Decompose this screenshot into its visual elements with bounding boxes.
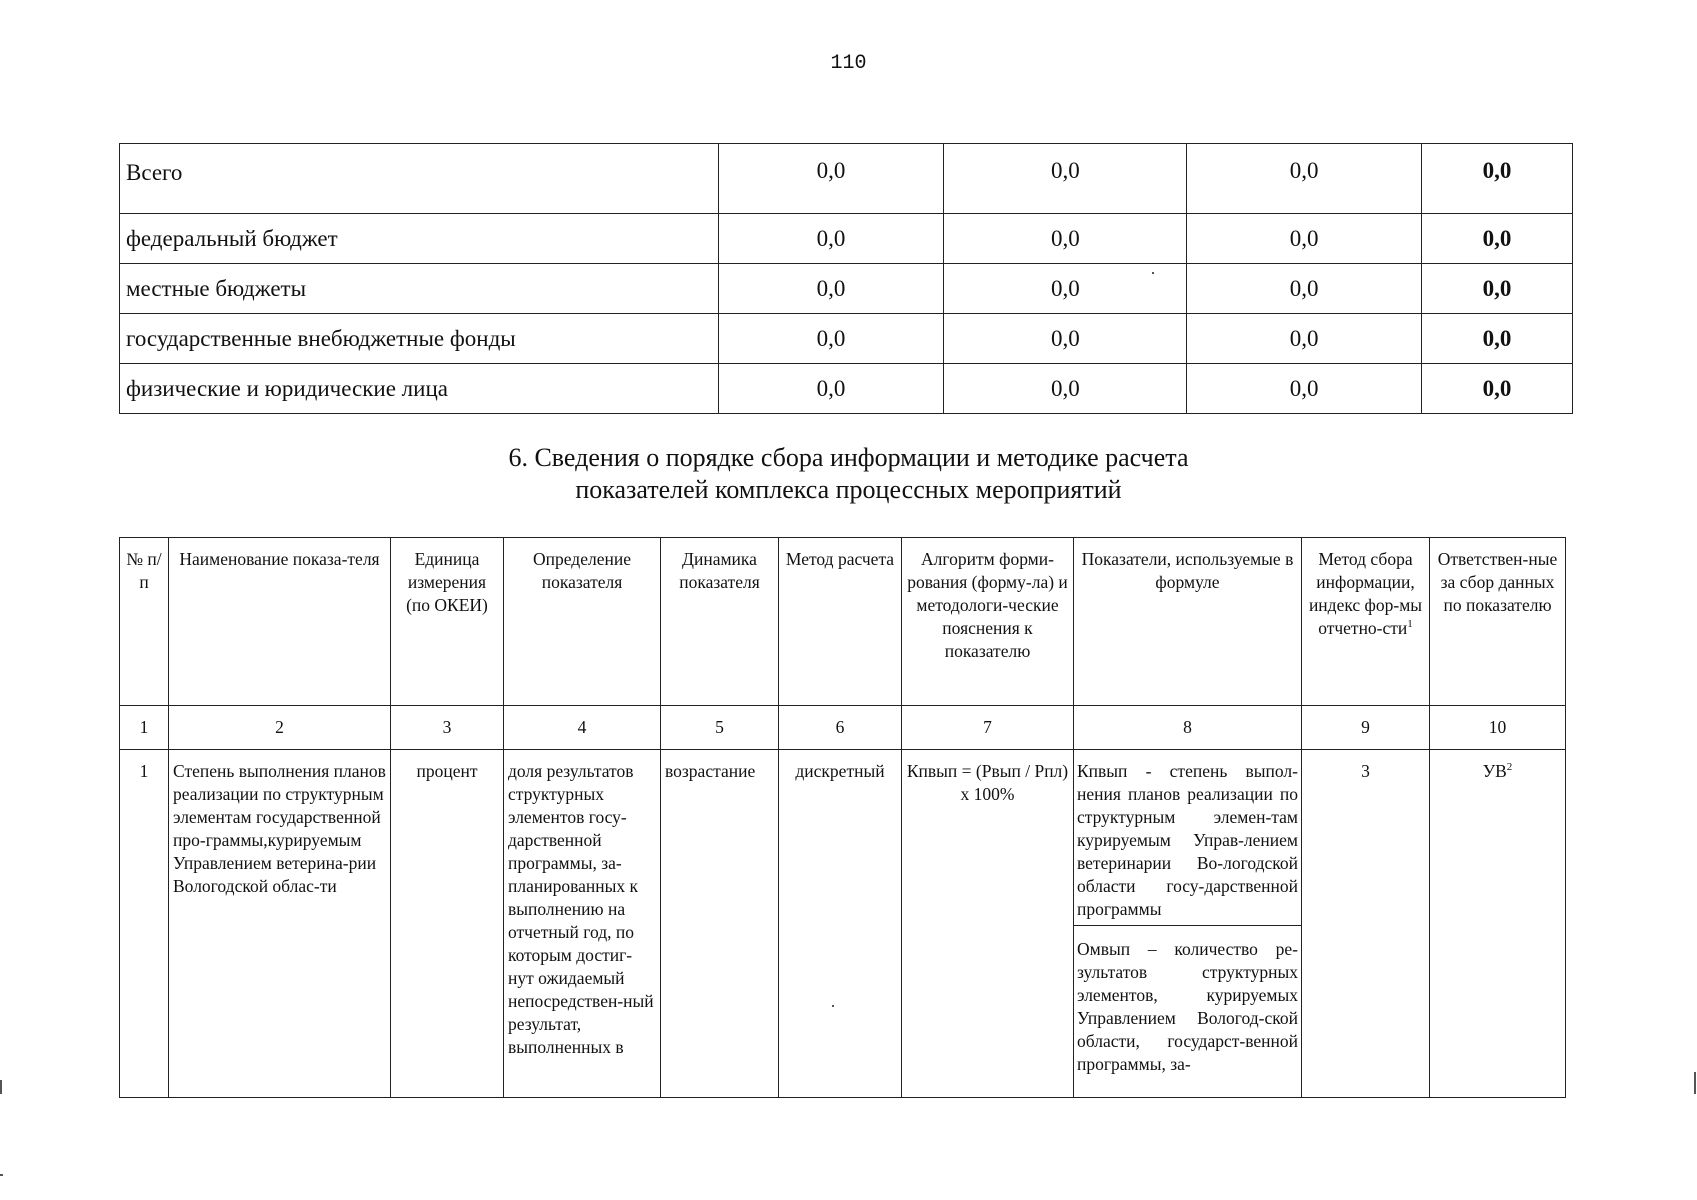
indicator-name: Степень выполнения планов реализации по структурным элементам государственной про-граммы,курируемым Управлением ветерина-рии Вологодской облас-ти <box>169 750 391 1098</box>
indicator-method: дискретный <box>779 750 902 1098</box>
cell-value: 0,0 <box>1187 214 1422 264</box>
section-title-line2: показателей комплекса процессных мероприятий <box>575 475 1122 504</box>
row-label: местные бюджеты <box>120 264 719 314</box>
header-method: Метод расчета <box>779 538 902 706</box>
scan-mark <box>1152 272 1154 274</box>
component-item: Кпвып - степень выпол-нения планов реализации по структурным элемен-там курируемым Управ-лением ветеринарии Во-логодской области госу-дарственной программы <box>1074 760 1301 926</box>
cell-value: 0,0 <box>944 214 1187 264</box>
cell-value-total: 0,0 <box>1422 214 1573 264</box>
indicator-components <box>1074 750 1302 1098</box>
row-label: федеральный бюджет <box>120 214 719 264</box>
header-responsible: Ответствен-ные за сбор данных по показателю <box>1430 538 1566 706</box>
row-label: государственные внебюджетные фонды <box>120 314 719 364</box>
header-components: Показатели, используемые в формуле <box>1074 538 1302 706</box>
table-row <box>120 264 1573 314</box>
cell-value-total: 0,0 <box>1422 314 1573 364</box>
cell-value: 0,0 <box>718 264 944 314</box>
cell-value: 0,0 <box>718 314 944 364</box>
responsible-text: УВ <box>1482 761 1507 781</box>
indicator-algorithm: Кпвып = (Рвып / Рпл) х 100% <box>902 750 1074 1098</box>
column-number: 7 <box>902 706 1074 750</box>
column-number: 8 <box>1074 706 1302 750</box>
footnote-mark: 1 <box>1407 618 1413 631</box>
table-row <box>120 144 1573 214</box>
row-num: 1 <box>120 750 169 1098</box>
column-number: 6 <box>779 706 902 750</box>
indicator-table <box>119 537 1566 1098</box>
footnote-mark: 2 <box>1506 761 1513 774</box>
column-number: 3 <box>391 706 504 750</box>
page-number: 110 <box>830 52 867 75</box>
column-number: 1 <box>120 706 169 750</box>
cell-value: 0,0 <box>944 364 1187 414</box>
header-algorithm: Алгоритм форми-рования (форму-ла) и методологи-ческие пояснения к показателю <box>902 538 1074 706</box>
cell-value: 0,0 <box>1187 144 1422 214</box>
indicator-responsible <box>1430 750 1566 1098</box>
cell-value: 0,0 <box>718 364 944 414</box>
column-number: 4 <box>504 706 661 750</box>
column-number-row <box>120 706 1566 750</box>
table-row <box>120 364 1573 414</box>
cell-value: 0,0 <box>718 144 944 214</box>
column-number: 10 <box>1430 706 1566 750</box>
cell-value-total: 0,0 <box>1422 144 1573 214</box>
column-number: 2 <box>169 706 391 750</box>
component-item: Омвып – количество ре-зультатов структурных элементов, курируемых Управлением Вологод-ской области, государст-венной программы, за- <box>1077 939 1298 1074</box>
scan-mark <box>1694 1072 1696 1094</box>
scan-mark <box>832 1005 834 1007</box>
scan-mark <box>0 1174 3 1176</box>
indicator-unit: процент <box>391 750 504 1098</box>
table-row <box>120 214 1573 264</box>
cell-value-total: 0,0 <box>1422 264 1573 314</box>
indicator-dynamics: возрастание <box>661 750 779 1098</box>
column-number: 5 <box>661 706 779 750</box>
indicator-collection: 3 <box>1302 750 1430 1098</box>
indicator-definition: доля результатов структурных элементов госу-дарственной программы, за-планированных к выполнению на отчетный год, по которым достиг-нут ожидаемый непосредствен-ный результат, выполненных в <box>504 750 661 1098</box>
header-collection <box>1302 538 1430 706</box>
table-row <box>120 750 1566 1098</box>
cell-value: 0,0 <box>944 264 1187 314</box>
table-row <box>120 314 1573 364</box>
header-num: № п/п <box>120 538 169 706</box>
header-row <box>120 538 1566 706</box>
row-label: физические и юридические лица <box>120 364 719 414</box>
header-name: Наименование показа-теля <box>169 538 391 706</box>
header-collection-text: Метод сбора информации, индекс фор-мы отчетно-сти <box>1308 549 1423 638</box>
budget-table <box>119 143 1573 414</box>
section-title <box>0 442 1697 506</box>
row-label: Всего <box>120 144 719 214</box>
column-number: 9 <box>1302 706 1430 750</box>
cell-value: 0,0 <box>1187 364 1422 414</box>
header-unit: Единица измерения (по ОКЕИ) <box>391 538 504 706</box>
cell-value: 0,0 <box>944 314 1187 364</box>
scan-mark <box>0 1080 2 1094</box>
cell-value: 0,0 <box>1187 314 1422 364</box>
cell-value: 0,0 <box>944 144 1187 214</box>
cell-value-total: 0,0 <box>1422 364 1573 414</box>
header-definition: Определение показателя <box>504 538 661 706</box>
section-title-line1: 6. Сведения о порядке сбора информации и методике расчета <box>508 443 1189 472</box>
cell-value: 0,0 <box>1187 264 1422 314</box>
header-dynamics: Динамика показателя <box>661 538 779 706</box>
cell-value: 0,0 <box>718 214 944 264</box>
